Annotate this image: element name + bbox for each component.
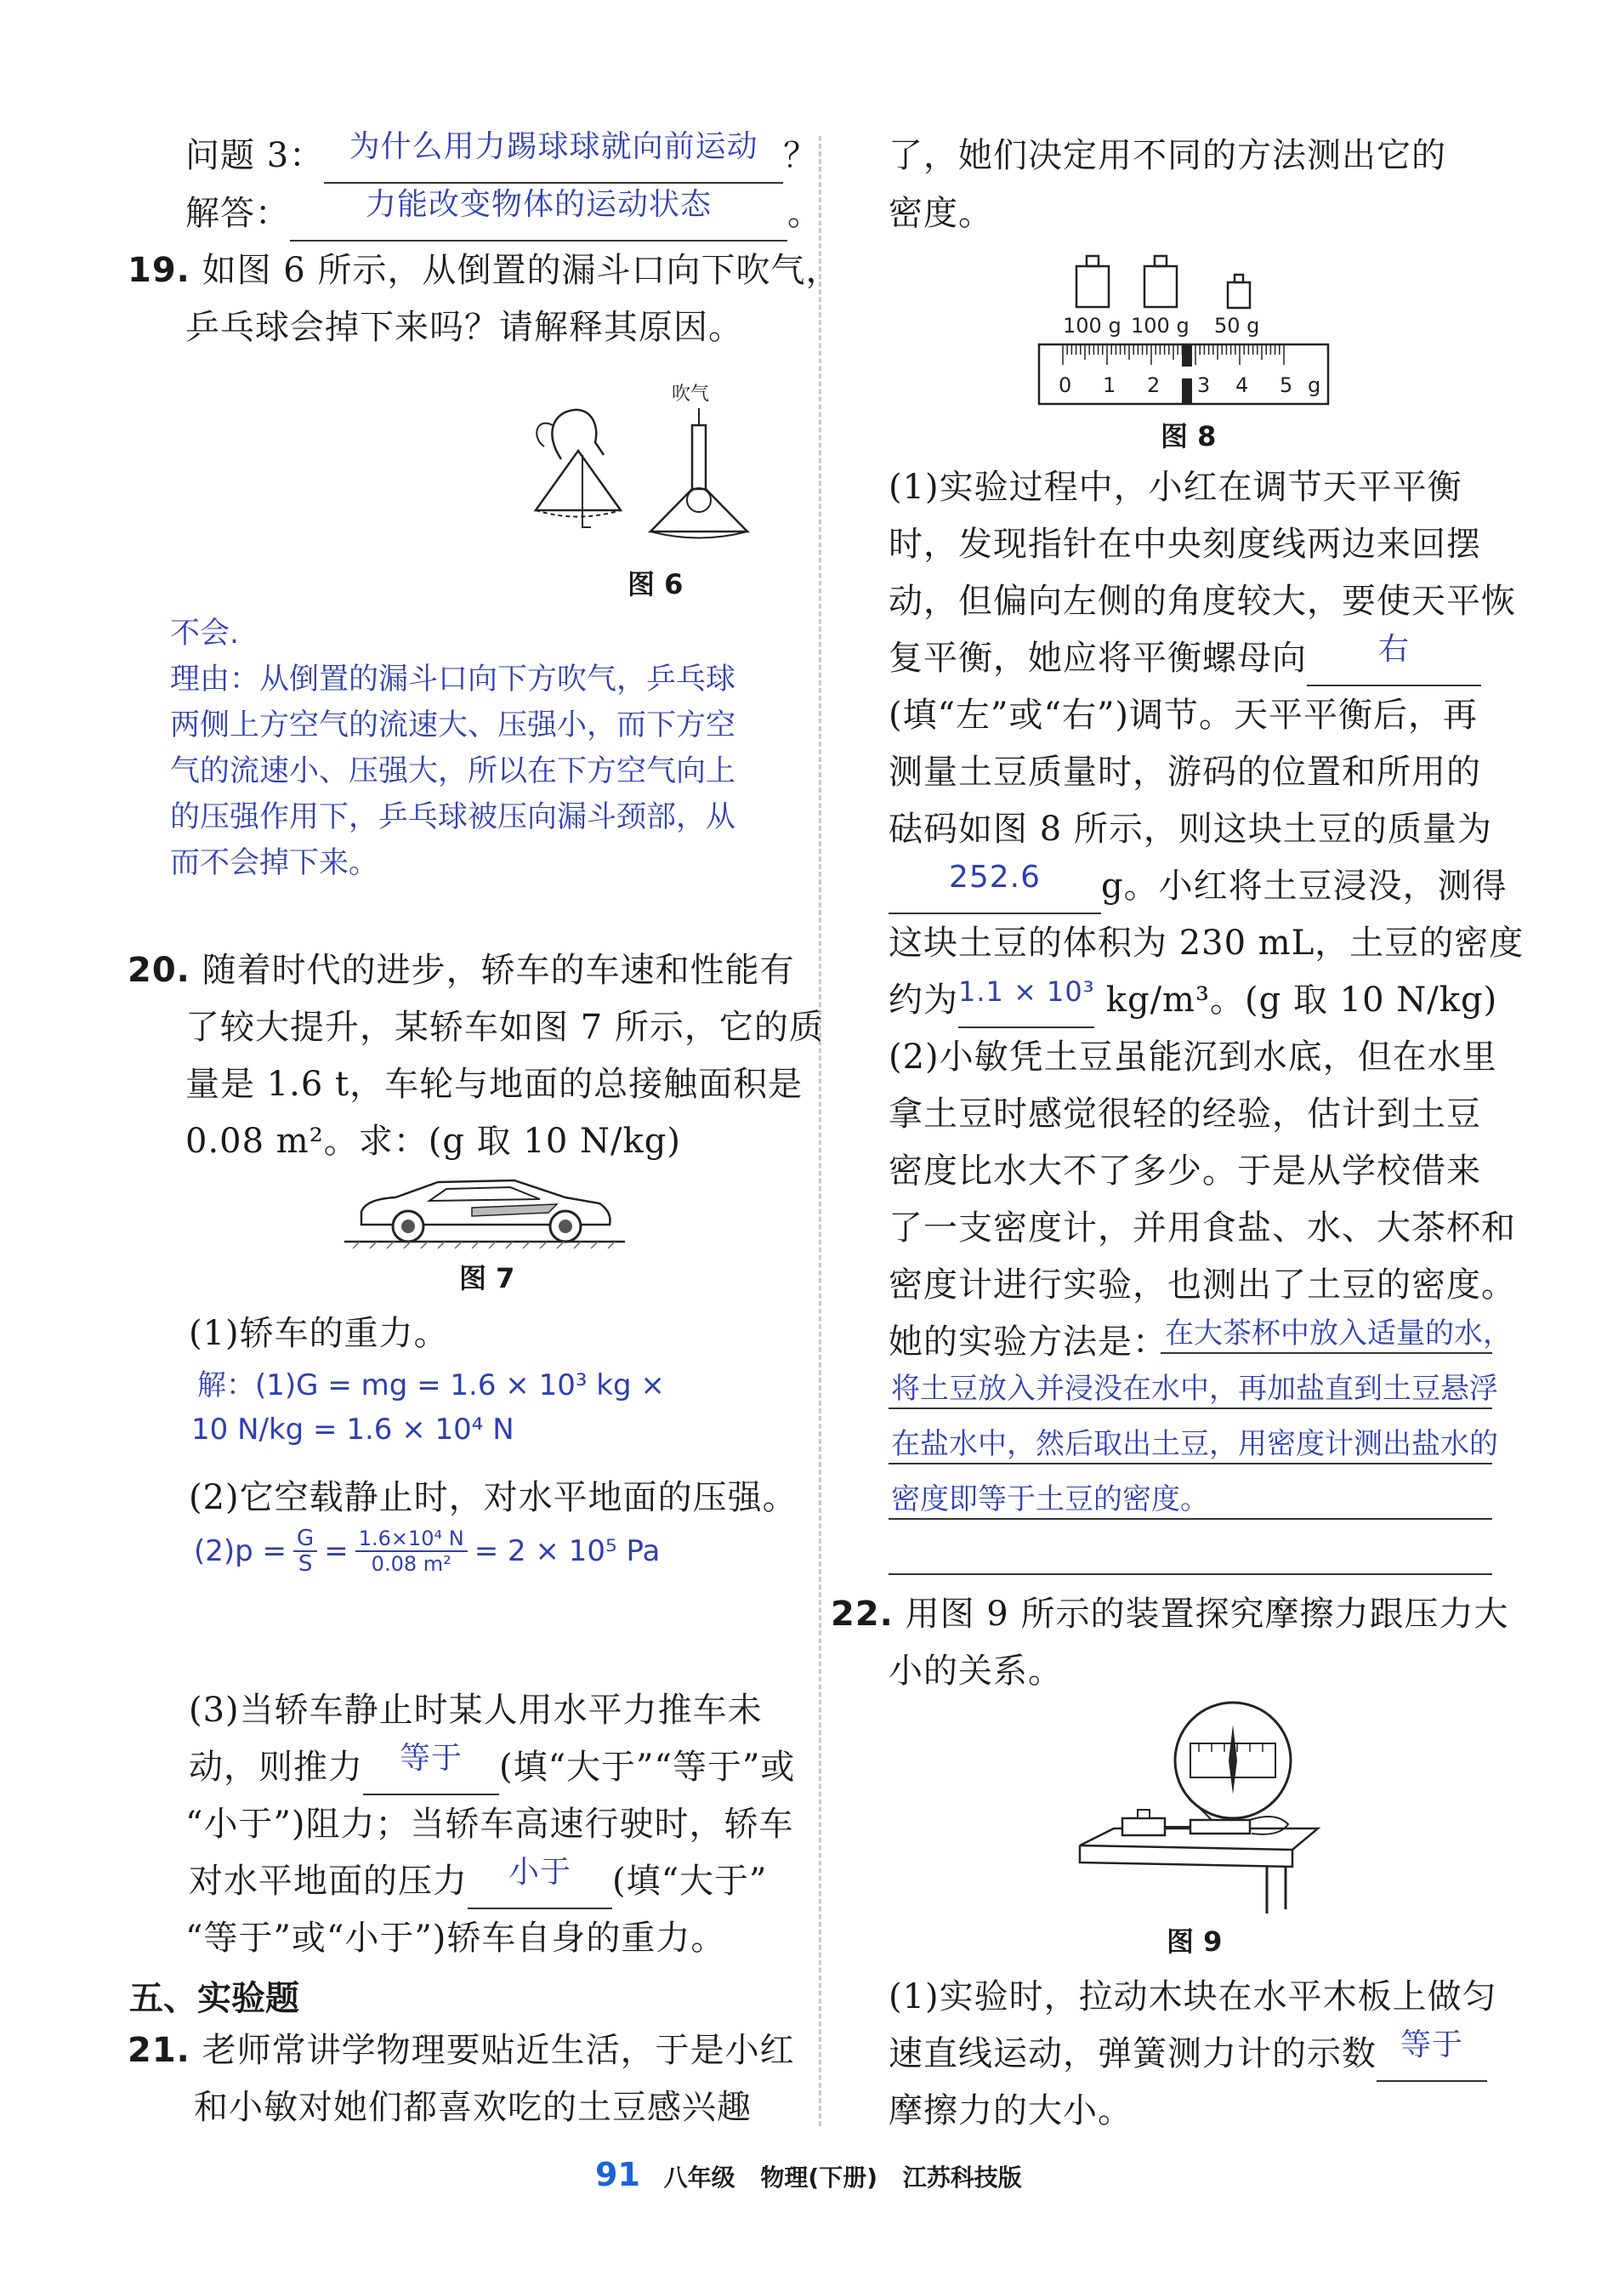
- q21-method-label: 她的实验方法是：: [889, 1322, 1167, 1362]
- method-answer-4: 密度即等于土豆的密度。: [891, 1482, 1209, 1516]
- q21-p1-line8: 252.6 g。小红将土豆浸没，测得: [889, 858, 1508, 914]
- figure-6-caption: 图 6: [627, 568, 684, 600]
- weight-3: [1228, 282, 1250, 308]
- fraction-values: $\frac{\text{1.6×10⁴ N}}{\text{0.08 m²}}$: [355, 1527, 468, 1576]
- weight-2: [1144, 266, 1177, 307]
- page-number: 91: [595, 2156, 640, 2193]
- friction-blank: 等于: [1377, 2043, 1487, 2082]
- figure-6-funnel: [510, 374, 765, 561]
- q20-part3-line3: “小于”)阻力；当轿车高速行驶时，轿车: [185, 1805, 794, 1844]
- q21-p2-line5: 密度计进行实验，也测出了土豆的密度。: [889, 1265, 1516, 1305]
- section-experiments: 五、实验题: [129, 1979, 299, 2018]
- density-blank: 1.1 × 10³: [958, 989, 1094, 1028]
- q18-answer-blank: 力能改变物体的运动状态: [290, 202, 787, 242]
- svg-text:1: 1: [1103, 373, 1116, 397]
- method-line-2: [889, 1407, 1492, 1409]
- q22-p1-line2: 速直线运动，弹簧测力计的示数 等于: [889, 2026, 1487, 2082]
- q20-part2: (2)它空载静止时，对水平地面的压强。: [189, 1478, 798, 1517]
- method-answer-1: 在大茶杯中放入适量的水，: [1165, 1316, 1512, 1351]
- figure-7-caption: 图 7: [459, 1262, 515, 1294]
- q20-line2: 了较大提升，某轿车如图 7 所示，它的质: [185, 1008, 824, 1047]
- q21-p1-line3: 动，但偏向左侧的角度较大，要使天平恢: [889, 582, 1516, 621]
- footer-grade: 八年级: [663, 2164, 735, 2192]
- q21-p1-line7: 砝码如图 8 所示，则这块土豆的质量为: [889, 810, 1492, 849]
- q20-part3-line5: “等于”或“小于”)轿车自身的重力。: [185, 1919, 726, 1958]
- q20-part3-line2: 动，则推力 等于 (填“大于”“等于”或: [189, 1739, 795, 1795]
- svg-text:100 g: 100 g: [1063, 314, 1121, 338]
- q21-p1-line2: 时，发现指针在中央刻度线两边来回摆: [889, 525, 1481, 564]
- q20-line4: 0.08 m²。求：(g 取 10 N/kg): [185, 1122, 681, 1161]
- q19-answer: 不会. 理由：从倒置的漏斗口向下方吹气，乒乓球 两侧上方空气的流速大、压强小，而下方空 气的流速小、压强大，所以在下方空气向上 的压强作用下，乒乓球被压向漏斗颈部，从 而不会掉下来。: [170, 617, 736, 880]
- q20-line3: 量是 1.6 t，车轮与地面的总接触面积是: [185, 1065, 803, 1104]
- method-line-5: [889, 1573, 1492, 1575]
- q22-line2: 小的关系。: [889, 1652, 1063, 1691]
- q22-p1-line1: (1)实验时，拉动木块在水平木板上做匀: [889, 1977, 1497, 2016]
- method-line-3: [889, 1463, 1492, 1464]
- weight-1: [1076, 266, 1109, 307]
- q21-p2-line2: 拿土豆时感觉很轻的经验，估计到土豆: [889, 1095, 1481, 1134]
- q19-line1: 19. 如图 6 所示，从倒置的漏斗口向下吹气，: [128, 251, 841, 290]
- pressure-force-blank: 小于: [468, 1870, 612, 1909]
- car-window: [429, 1187, 540, 1201]
- q21-p1-line9: 这块土豆的体积为 230 mL，土豆的密度: [889, 924, 1525, 963]
- q21-p1-line5: (填“左”或“右”)调节。天平平衡后，再: [889, 696, 1479, 735]
- rider-top: [1182, 344, 1192, 367]
- q22-p1-line3: 摩擦力的大小。: [889, 2091, 1133, 2130]
- footer-subject: 物理(下册): [760, 2164, 878, 2192]
- svg-text:0: 0: [1059, 373, 1072, 397]
- spring-scale: [1190, 1820, 1250, 1834]
- rider-bottom: [1182, 378, 1192, 404]
- q21-p1-line10: 约为 1.1 × 10³ kg/m³。(g 取 10 N/kg): [889, 972, 1497, 1028]
- svg-text:g: g: [1308, 373, 1321, 397]
- q21-right-line1: 了，她们决定用不同的方法测出它的: [889, 136, 1446, 175]
- q20-part1: (1)轿车的重力。: [189, 1314, 449, 1353]
- mass-blank: 252.6: [889, 875, 1101, 914]
- figure-7-car: [344, 1165, 625, 1250]
- q20-line1: 20. 随着时代的进步，轿车的车速和性能有: [128, 951, 795, 990]
- q21-p2-line4: 了一支密度计，并用食盐、水、大茶杯和: [889, 1208, 1516, 1248]
- blow-label: 吹气: [672, 384, 710, 405]
- q21-line1: 21. 老师常讲学物理要贴近生活，于是小红: [128, 2031, 795, 2070]
- weight-2-knob: [1155, 256, 1167, 266]
- push-force-blank: 等于: [363, 1756, 499, 1795]
- fraction-g-over-s: $\frac{G}{S}$: [293, 1527, 317, 1576]
- footer-edition: 江苏科技版: [902, 2164, 1022, 2192]
- funnel-neck: [692, 425, 706, 489]
- svg-text:4: 4: [1235, 373, 1249, 397]
- funnel-right: [650, 489, 747, 532]
- column-divider: [819, 136, 821, 2126]
- method-answer-3: 在盐水中，然后取出土豆，用密度计测出盐水的: [891, 1427, 1498, 1461]
- svg-text:3: 3: [1197, 373, 1211, 397]
- q19-line2: 乒乓球会掉下来吗？请解释其原因。: [185, 308, 743, 347]
- q21-right-line2: 密度。: [889, 194, 993, 233]
- svg-text:5: 5: [1280, 373, 1293, 397]
- q20-answer1: 解：(1)G = mg = 1.6 × 10³ kg ×: [197, 1368, 665, 1402]
- q20-answer1-line2: 10 N/kg = 1.6 × 10⁴ N: [191, 1413, 514, 1447]
- svg-text:2: 2: [1147, 373, 1161, 397]
- figure-8-caption: 图 8: [1161, 420, 1217, 452]
- ping-pong-ball: [687, 488, 711, 512]
- weight-on-block: [1138, 1810, 1150, 1818]
- svg-text:50 g: 50 g: [1214, 314, 1260, 338]
- q21-p2-line3: 密度比水大不了多少。于是从学校借来: [889, 1152, 1481, 1191]
- q21-p1-line6: 测量土豆质量时，游码的位置和所用的: [889, 753, 1481, 792]
- q20-part3-line1: (3)当轿车静止时某人用水平力推车未: [189, 1691, 763, 1730]
- q21-p1-line4: 复平衡，她应将平衡螺母向 右: [889, 630, 1481, 686]
- method-answer-2: 将土豆放入并浸没在水中，再加盐直到土豆悬浮: [891, 1372, 1498, 1406]
- q22-line1: 22. 用图 9 所示的装置探究摩擦力跟压力大: [831, 1595, 1509, 1634]
- figure-9-caption: 图 9: [1167, 1925, 1223, 1958]
- figure-8-balance: [1037, 251, 1335, 412]
- page-footer: [595, 2156, 1039, 2193]
- q21-p1-line1: (1)实验过程中，小红在调节天平平衡: [889, 468, 1462, 507]
- method-line-4: [889, 1518, 1492, 1520]
- wood-block: [1122, 1818, 1165, 1835]
- weight-3-knob: [1235, 275, 1243, 282]
- weight-1-knob: [1087, 256, 1099, 266]
- q18-question3: 问题 3： 为什么用力踢球球就向前运动 ？: [185, 128, 818, 184]
- funnel-left: [536, 451, 621, 510]
- method-line-1: [1161, 1352, 1492, 1354]
- q21-line2: 和小敏对她们都喜欢吃的土豆感兴趣: [194, 2088, 752, 2127]
- q18-answer: 解答： 力能改变物体的运动状态 。: [185, 185, 822, 242]
- q18-q3-blank: 为什么用力踢球球就向前运动: [324, 145, 783, 184]
- q21-p2-line1: (2)小敏凭土豆虽能沉到水底，但在水里: [889, 1038, 1497, 1077]
- q20-part3-line4: 对水平地面的压力 小于 (填“大于”: [189, 1853, 768, 1909]
- nut-direction-blank: 右: [1307, 647, 1481, 686]
- q20-answer2: (2)p = $\frac{G}{S}$ = $\frac{\text{1.6×10⁴ N}}{\text{0.08 m²}}$ = 2 × 10⁵ Pa: [194, 1526, 661, 1577]
- figure-9-friction-setup: [1063, 1701, 1335, 1914]
- svg-text:100 g: 100 g: [1131, 314, 1190, 338]
